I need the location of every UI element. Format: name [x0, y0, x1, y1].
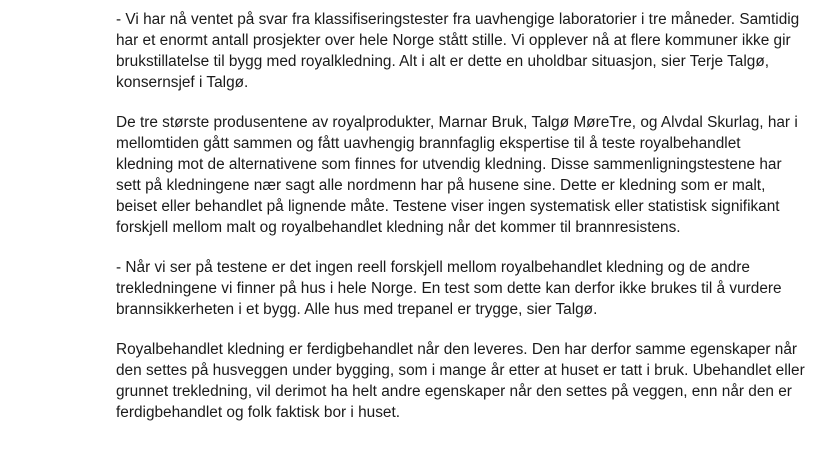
text-line: forskjell mellom malt og royalbehandlet kledning når det kommer til brannresistens. — [116, 219, 681, 236]
text-line: mellomtiden gått sammen og fått uavhengig brannfaglig ekspertise til å teste royalbehandlet — [116, 135, 741, 152]
text-line: sett på kledningene nær sagt alle nordmenn har på husene sine. Dette er kledning som er malt, — [116, 177, 766, 194]
text-line: brannsikkerheten i et bygg. Alle hus med trepanel er trygge, sier Talgø. — [116, 301, 598, 318]
text-line: har et enormt antall prosjekter over hele Norge stått stille. Vi opplever nå at flere kommuner ikke gir — [116, 32, 791, 49]
text-line: kledning mot de alternativene som finnes for utvendig kledning. Disse sammenligningstestene har — [116, 156, 782, 173]
paragraph-producers-testing — [116, 112, 828, 238]
paragraph-quote-no-difference — [116, 257, 828, 320]
paragraph-quote-waiting — [116, 9, 828, 93]
paragraph-pretreated-cladding — [116, 339, 828, 423]
text-line: den settes på husveggen under bygging, som i mange år etter at huset er tatt i bruk. Ubehandlet eller — [116, 362, 805, 379]
text-line: - Vi har nå ventet på svar fra klassifiseringstester fra uavhengige laboratorier i tre måneder. Samtidig — [116, 11, 800, 28]
text-line: Royalbehandlet kledning er ferdigbehandlet når den leveres. Den har derfor samme egenskaper når — [116, 341, 798, 358]
text-line: De tre største produsentene av royalprodukter, Marnar Bruk, Talgø MøreTre, og Alvdal Skurlag, har i — [116, 114, 798, 131]
text-line: - Når vi ser på testene er det ingen reell forskjell mellom royalbehandlet kledning og de andre — [116, 259, 750, 276]
document-body — [116, 9, 828, 442]
text-line: brukstillatelse til bygg med royalkledning. Alt i alt er dette en uholdbar situasjon, sier Terje Talgø, — [116, 53, 770, 70]
text-line: konsernsjef i Talgø. — [116, 74, 249, 91]
text-line: beiset eller behandlet på lignende måte. Testene viser ingen systematisk eller statistisk signifikant — [116, 198, 780, 215]
text-line: trekledningene vi finner på hus i hele Norge. En test som dette kan derfor ikke brukes til å vurdere — [116, 280, 782, 297]
text-line: grunnet trekledning, vil derimot ha helt andre egenskaper når den settes på veggen, enn når den er — [116, 383, 792, 400]
text-line: ferdigbehandlet og folk faktisk bor i huset. — [116, 404, 401, 421]
